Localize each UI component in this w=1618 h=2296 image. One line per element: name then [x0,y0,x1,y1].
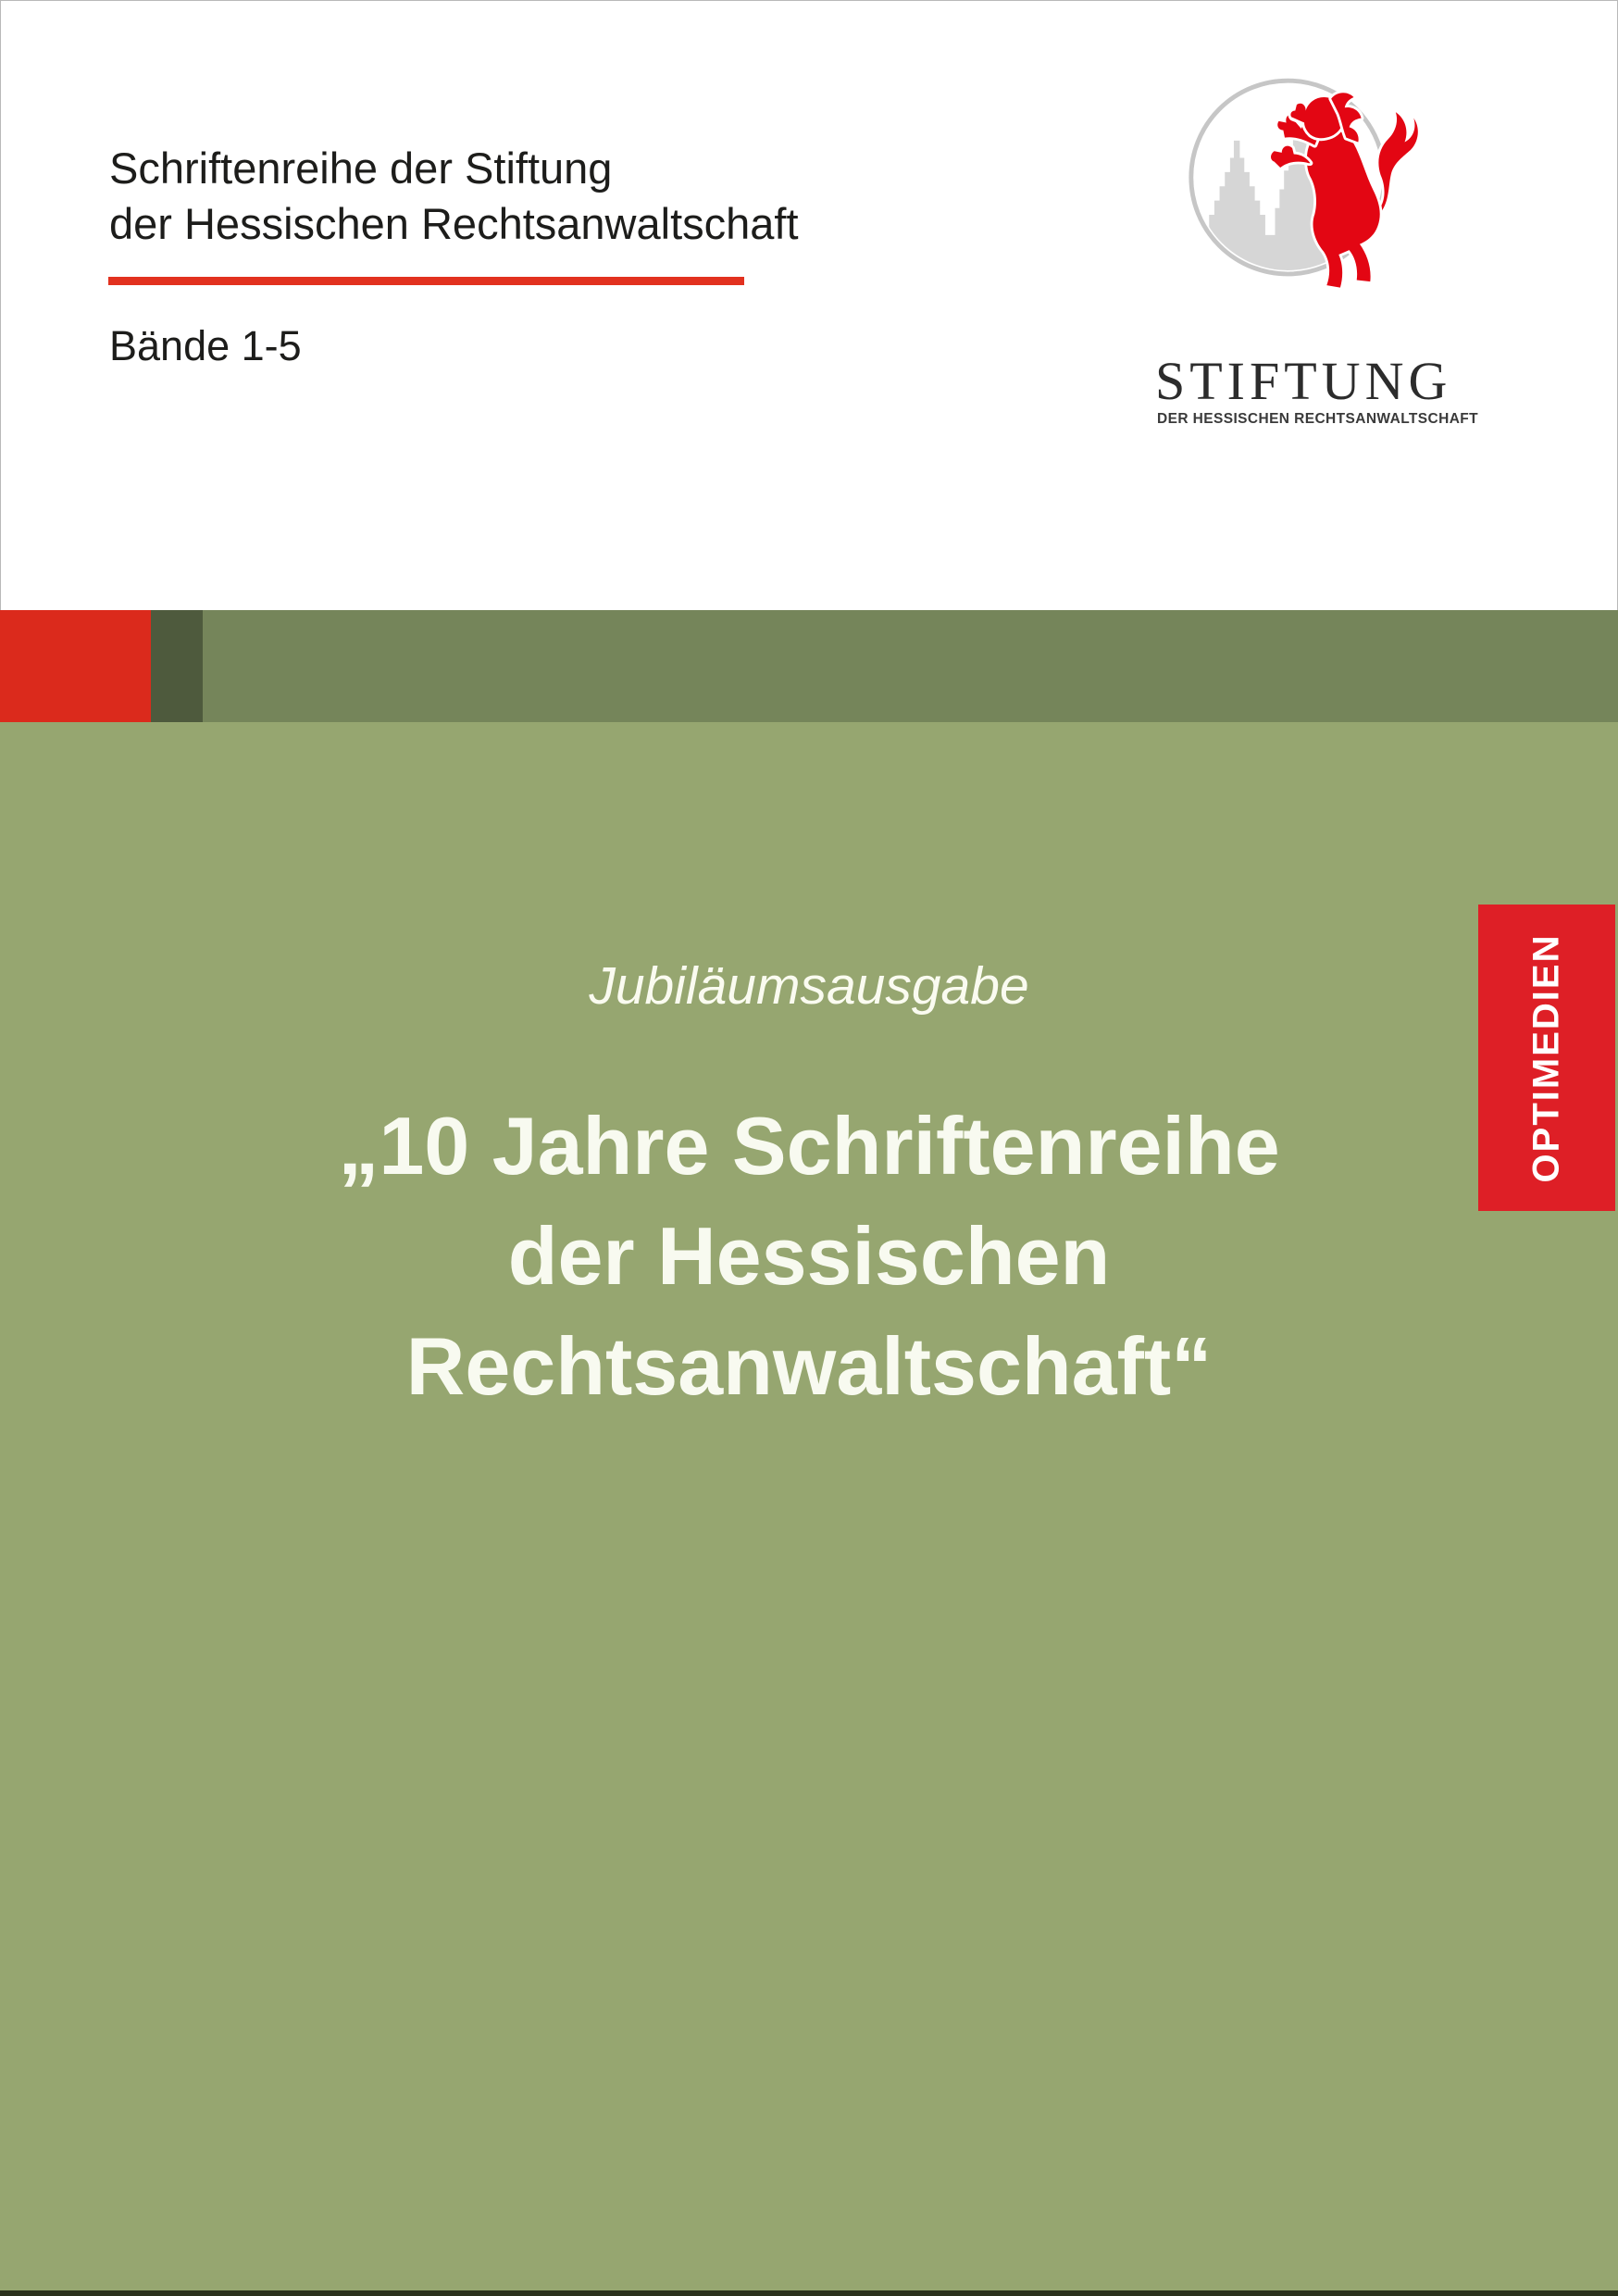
logo-wordmark: STIFTUNG [1155,351,1452,411]
cover-title-line1: „10 Jahre Schriftenreihe [338,1100,1280,1192]
series-title-line1: Schriftenreihe der Stiftung [109,144,613,193]
cover-title [0,1091,1618,1421]
edition-label: Jubiläumsausgabe [589,956,1029,1016]
band-mid-green-block [203,610,1618,722]
band-red-block [0,610,151,722]
publisher-label: OPTIMEDIEN [1525,933,1567,1182]
color-band [0,610,1618,722]
publisher-tab [1478,905,1615,1211]
cover-title-line3: Rechtsanwaltschaft“ [405,1320,1213,1412]
series-title [109,141,799,252]
red-divider-rule [108,277,744,285]
bottom-edge-strip [0,2290,1618,2296]
stiftung-emblem-icon [1148,54,1453,368]
logo-subtitle: DER HESSISCHEN RECHTSANWALTSCHAFT [1157,411,1479,427]
series-title-line2: der Hessischen Rechtsanwaltschaft [109,199,799,248]
cover-title-line2: der Hessischen [507,1210,1111,1302]
volumes-label: Bände 1-5 [109,322,302,369]
band-dark-green-block [151,610,203,722]
